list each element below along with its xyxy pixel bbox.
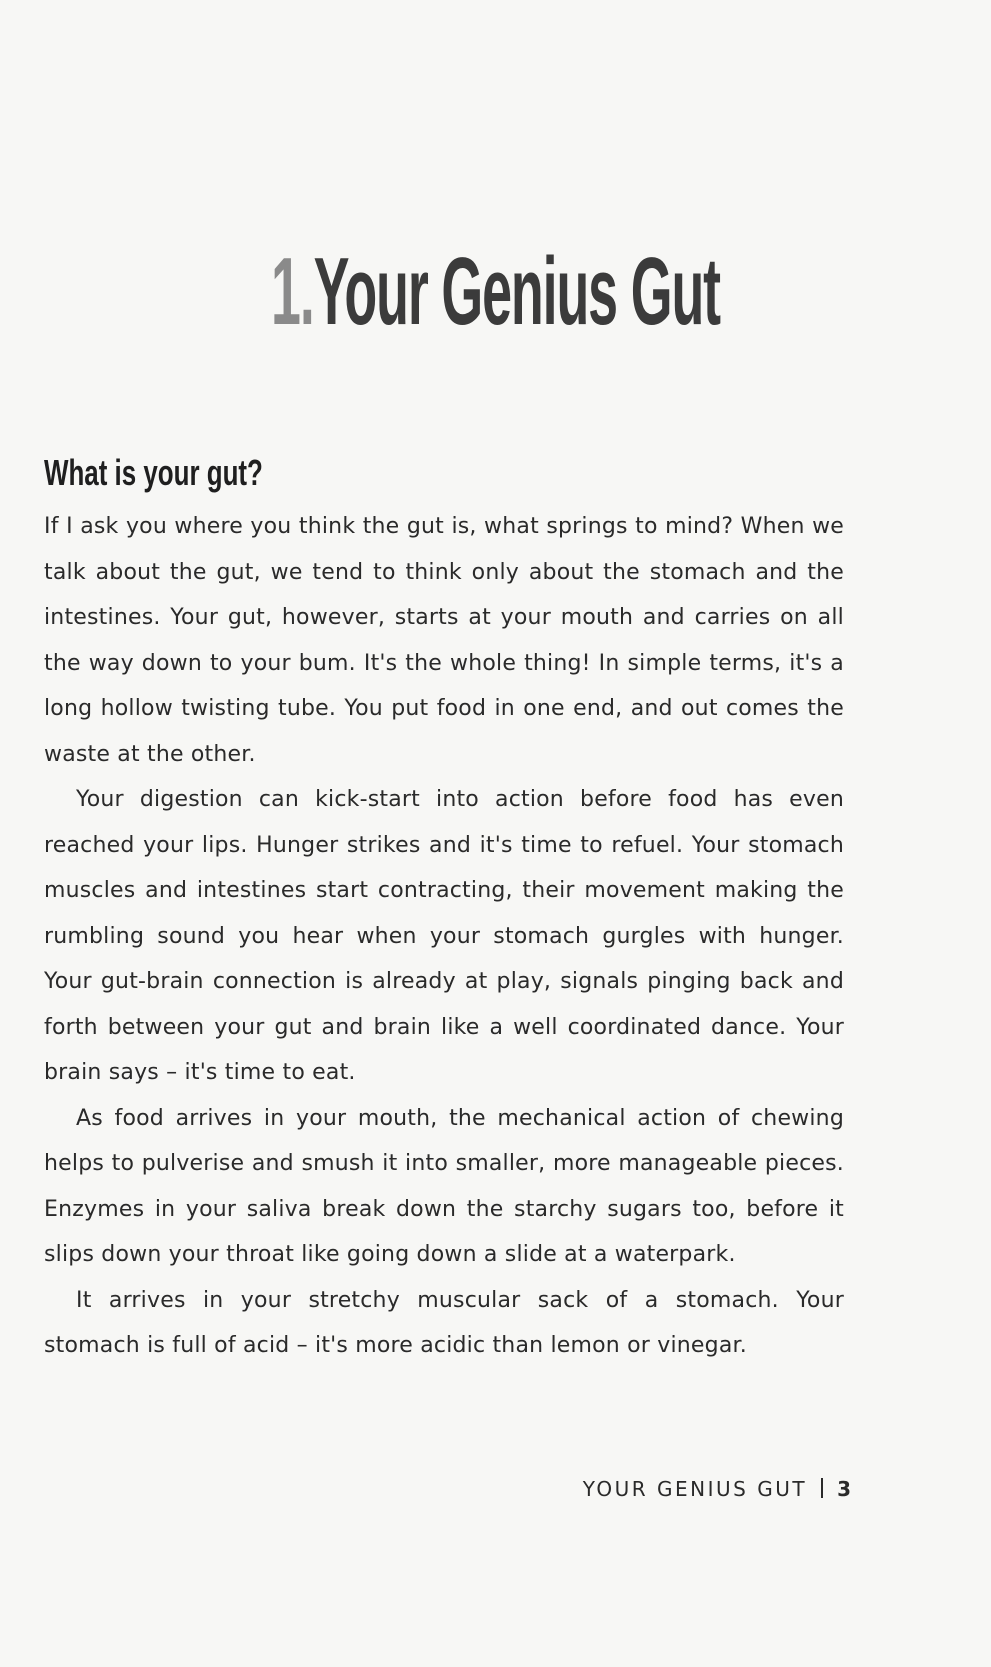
paragraph-4: It arrives in your stretchy muscular sack of a stomach. Your stomach is full of acid – it's more acidic than lemon or vinegar. bbox=[44, 1287, 844, 1358]
paragraph-1: If I ask you where you think the gut is, what springs to mind? When we talk about the gut, we tend to think only about the stomach and the intestines. Your gut, however, starts at your mouth and carries on all the way down to your bum. It's the whole thing! In simple terms, it's a long hollow twisting tube. You put food in one end, and out comes the waste at the other. bbox=[44, 514, 844, 767]
paragraph-2: Your digestion can kick-start into action before food has even reached your lips. Hunger strikes and it's time to refuel. Your stomach muscles and intestines start contracting, their movement making the rumbling sound you hear when your stomach gurgles with hunger. Your gut-brain connection is already at play, signals pinging back and forth between your gut and brain like a well coordinated dance. Your brain says – it's time to eat. bbox=[44, 787, 844, 1085]
footer-separator bbox=[821, 1478, 823, 1498]
chapter-number: 1. bbox=[271, 238, 314, 345]
chapter-title bbox=[218, 232, 773, 352]
chapter-title-text: Your Genius Gut bbox=[313, 238, 720, 345]
running-head: YOUR GENIUS GUT bbox=[582, 1477, 808, 1501]
page-number: 3 bbox=[837, 1477, 851, 1501]
section-heading: What is your gut? bbox=[44, 452, 263, 493]
paragraph-3: As food arrives in your mouth, the mechanical action of chewing helps to pulverise and smush it into smaller, more manageable pieces. Enzymes in your saliva break down the starchy sugars too, before it slips down your throat like going down a slide at a waterpark. bbox=[44, 1105, 844, 1267]
page-footer bbox=[583, 1474, 851, 1504]
body-text bbox=[44, 504, 844, 1369]
